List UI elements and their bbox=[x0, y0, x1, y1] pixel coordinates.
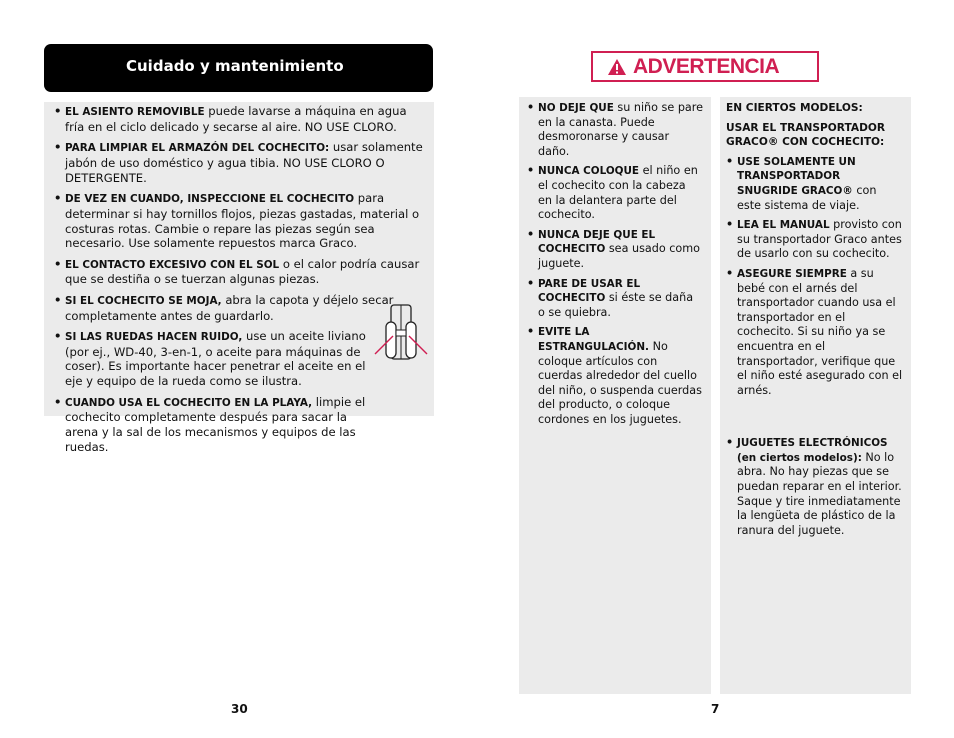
list-item: • NUNCA DEJE QUE EL COCHECITO sea usado como juguete. bbox=[527, 227, 700, 270]
warning-triangle-icon bbox=[607, 58, 627, 76]
page-number-left: 30 bbox=[231, 702, 248, 716]
models-heading: EN CIERTOS MODELOS: bbox=[726, 102, 863, 114]
list-item: • PARA LIMPIAR EL ARMAZÓN DEL COCHECITO: usar solamente jabón de uso doméstico y agua tibia. NO USE CLORO O DETERGENTE. bbox=[54, 140, 423, 185]
list-item: • USE SOLAMENTE UN TRANSPORTADOR SNUGRIDE GRACO® con este sistema de viaje. bbox=[726, 154, 877, 212]
list-item: • PARE DE USAR EL COCHECITO si éste se daña o se quiebra. bbox=[527, 276, 694, 319]
list-item: • SI LAS RUEDAS HACEN RUIDO, use un aceite liviano (por ej., WD-40, 3-en-1, o aceite para máquinas de coser). Es importante hacer penetrar el aceite en el eje y equipo de la rueda como se ilustra. bbox=[54, 328, 366, 389]
list-item: • NUNCA COLOQUE el niño en el cochecito con la cabeza en la delantera parte del cochecito. bbox=[527, 164, 698, 222]
list-item: • JUGUETES ELECTRÓNICOS (en ciertos modelos): No lo abra. No hay piezas que se puedan reparar en el interior. Saque y tire inmediatamente la lengüeta de plástico de la ranura del juguete. bbox=[726, 436, 902, 537]
warnings-column-2 bbox=[720, 97, 911, 694]
page-number-right: 7 bbox=[711, 702, 720, 716]
warning-label: ADVERTENCIA bbox=[633, 55, 780, 78]
care-instructions-panel bbox=[44, 102, 434, 454]
wheel-oiling-illustration bbox=[373, 302, 429, 360]
list-item: • NO DEJE QUE su niño se pare en la canasta. Puede desmoronarse y causar daño. bbox=[527, 101, 704, 158]
section-header bbox=[44, 44, 433, 92]
list-item: • SI EL COCHECITO SE MOJA, abra la capota y déjelo secar completamente antes de guardarlo. bbox=[54, 292, 394, 323]
section-title: Cuidado y mantenimiento bbox=[126, 57, 344, 75]
list-item: • DE VEZ EN CUANDO, INSPECCIONE EL COCHECITO para determinar si hay tornillos flojos, piezas gastadas, material o costuras rotas. Cambie o repare las piezas según sea necesario. Use solamente repuestos marca Graco. bbox=[54, 190, 420, 251]
list-item: • EVITE LA ESTRANGULACIÓN. No coloque artículos con cuerdas alrededor del cuello del niño, o suspenda cuerdas del producto, o coloque cordones en los juguetes. bbox=[527, 325, 702, 426]
list-item: • CUANDO USA EL COCHECITO EN LA PLAYA, limpie el cochecito completamente después para sacar la arena y la sal de los mecanismos y equipos de las ruedas. bbox=[54, 394, 366, 454]
list-item: • EL CONTACTO EXCESIVO CON EL SOL o el calor podría causar que se destiña o se tuerzan algunas piezas. bbox=[54, 256, 420, 287]
warnings-column-1 bbox=[519, 97, 711, 694]
list-item: • LEA EL MANUAL provisto con su transportador Graco antes de usarlo con su cochecito. bbox=[726, 218, 902, 261]
list-item: • EL ASIENTO REMOVIBLE puede lavarse a máquina en agua fría en el ciclo delicado y secarse al aire. NO USE CLORO. bbox=[54, 104, 407, 134]
warning-banner bbox=[591, 51, 819, 82]
list-item: • ASEGURE SIEMPRE a su bebé con el arnés del transportador cuando usa el transportador en el cochecito. Si su niño ya se encuentra en el transportador, verifique que el niño esté asegurado con el arnés. bbox=[726, 266, 903, 397]
carrier-heading: USAR EL TRANSPORTADOR GRACO® CON COCHECITO: bbox=[726, 121, 886, 149]
